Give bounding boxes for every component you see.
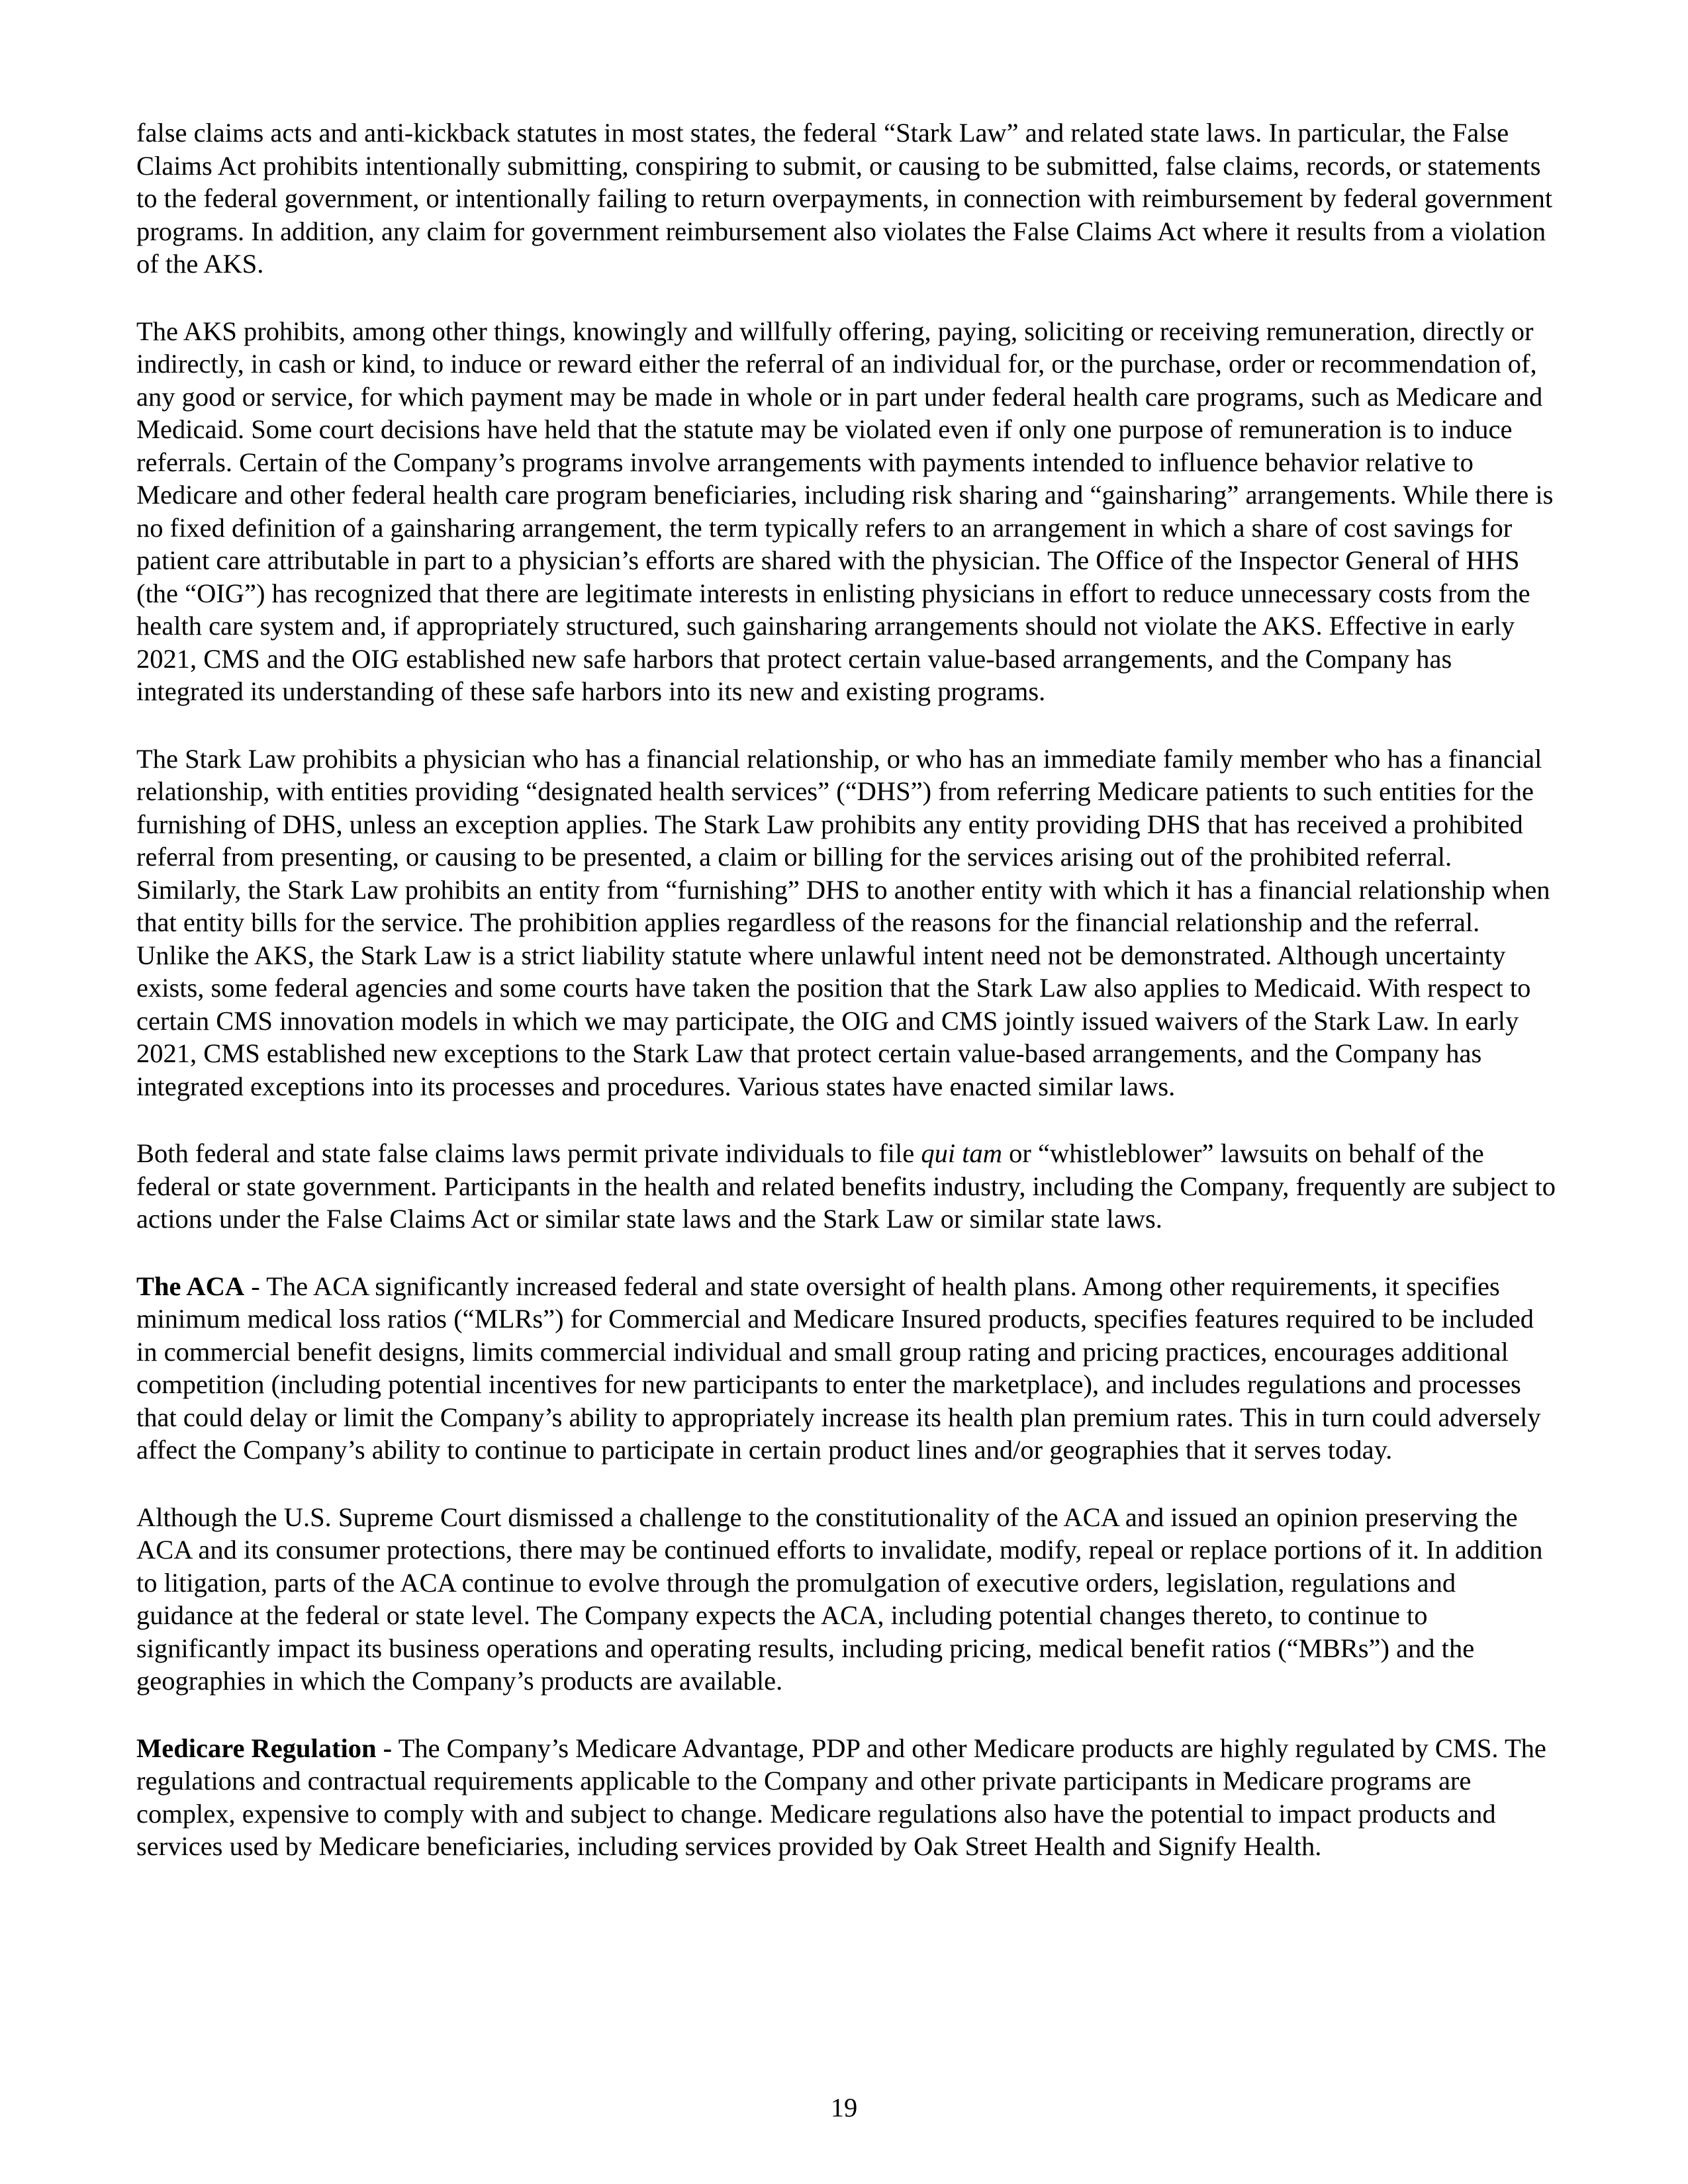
- qui-tam-italic-term: qui tam: [921, 1138, 1003, 1168]
- paragraph-medicare-regulation: [136, 1732, 1558, 1863]
- paragraph-false-claims: false claims acts and anti-kickback statutes in most states, the federal “Stark Law” and related state laws. In particular, the False Claims Act prohibits intentionally submitting, conspiring to submit, or causing to be submitted, false claims, records, or statements to the federal government, or intentionally failing to return overpayments, in connection with reimbursement by federal government programs. In addition, any claim for government reimbursement also violates the False Claims Act where it results from a violation of the AKS.: [136, 118, 1553, 279]
- page-number: 19: [830, 2093, 858, 2122]
- paragraph-supreme-court: Although the U.S. Supreme Court dismissed a challenge to the constitutionality of the ACA and issued an opinion preserving the ACA and its consumer protections, there may be continued efforts to invalidate, modify, repeal or replace portions of it. In addition to litigation, parts of the ACA continue to evolve through the promulgation of executive orders, legislation, regulations and guidance at the federal or state level. The Company expects the ACA, including potential changes thereto, to continue to significantly impact its business operations and operating results, including pricing, medical benefit ratios (“MBRs”) and the geographies in which the Company’s products are available.: [136, 1502, 1543, 1696]
- qui-tam-trailing-text: or “whistleblower” lawsuits on behalf of the federal or state government. Participants in the health and related benefits industry, including the Company, frequently are subject to actions under the False Claims Act or similar state laws and the Stark Law or similar state laws.: [136, 1138, 1556, 1234]
- aca-section-heading: The ACA: [136, 1271, 245, 1301]
- aca-section-body: - The ACA significantly increased federal and state oversight of health plans. Among other requirements, it specifies minimum medical loss ratios (“MLRs”) for Commercial and Medicare Insured products, specifies features required to be included in commercial benefit designs, limits commercial individual and small group rating and pricing practices, encourages additional competition (including potential incentives for new participants to enter the marketplace), and includes regulations and processes that could delay or limit the Company’s ability to appropriately increase its health plan premium rates. This in turn could adversely affect the Company’s ability to continue to participate in certain product lines and/or geographies that it serves today.: [136, 1271, 1541, 1465]
- medicare-regulation-body: The Company’s Medicare Advantage, PDP and other Medicare products are highly regulated by CMS. The regulations and contractual requirements applicable to the Company and other private participants in Medicare programs are complex, expensive to comply with and subject to change. Medicare regulations also have the potential to impact products and services used by Medicare beneficiaries, including services provided by Oak Street Health and Signify Health.: [136, 1733, 1546, 1861]
- paragraph-stark-law: The Stark Law prohibits a physician who has a financial relationship, or who has an immediate family member who has a financial relationship, with entities providing “designated health services” (“DHS”) from referring Medicare patients to such entities for the furnishing of DHS, unless an exception applies. The Stark Law prohibits any entity providing DHS that has received a prohibited referral from presenting, or causing to be presented, a claim or billing for the services arising out of the prohibited referral. Similarly, the Stark Law prohibits an entity from “furnishing” DHS to another entity with which it has a financial relationship when that entity bills for the service. The prohibition applies regardless of the reasons for the financial relationship and the referral. Unlike the AKS, the Stark Law is a strict liability statute where unlawful intent need not be demonstrated. Although uncertainty exists, some federal agencies and some courts have taken the position that the Stark Law also applies to Medicaid. With respect to certain CMS innovation models in which we may participate, the OIG and CMS jointly issued waivers of the Stark Law. In early 2021, CMS established new exceptions to the Stark Law that protect certain value-based arrangements, and the Company has integrated exceptions into its processes and procedures. Various states have enacted similar laws.: [136, 743, 1550, 1101]
- qui-tam-lead-text: Both federal and state false claims laws permit private individuals to file: [136, 1138, 921, 1168]
- paragraph-aca: [136, 1270, 1558, 1467]
- medicare-regulation-heading: Medicare Regulation -: [136, 1733, 393, 1763]
- paragraph-aks: The AKS prohibits, among other things, knowingly and willfully offering, paying, soliciting or receiving remuneration, directly or indirectly, in cash or kind, to induce or reward either the referral of an individual for, or the purchase, order or recommendation of, any good or service, for which payment may be made in whole or in part under federal health care programs, such as Medicare and Medicaid. Some court decisions have held that the statute may be violated even if only one purpose of remuneration is to induce referrals. Certain of the Company’s programs involve arrangements with payments intended to influence behavior relative to Medicare and other federal health care program beneficiaries, including risk sharing and “gainsharing” arrangements. While there is no fixed definition of a gainsharing arrangement, the term typically refers to an arrangement in which a share of cost savings for patient care attributable in part to a physician’s efforts are shared with the physician. The Office of the Inspector General of HHS (the “OIG”) has recognized that there are legitimate interests in enlisting physicians in effort to reduce unnecessary costs from the health care system and, if appropriately structured, such gainsharing arrangements should not violate the AKS. Effective in early 2021, CMS and the OIG established new safe harbors that protect certain value-based arrangements, and the Company has integrated its understanding of these safe harbors into its new and existing programs.: [136, 316, 1554, 706]
- document-page-body: [136, 116, 1558, 1897]
- paragraph-qui-tam: [136, 1137, 1558, 1236]
